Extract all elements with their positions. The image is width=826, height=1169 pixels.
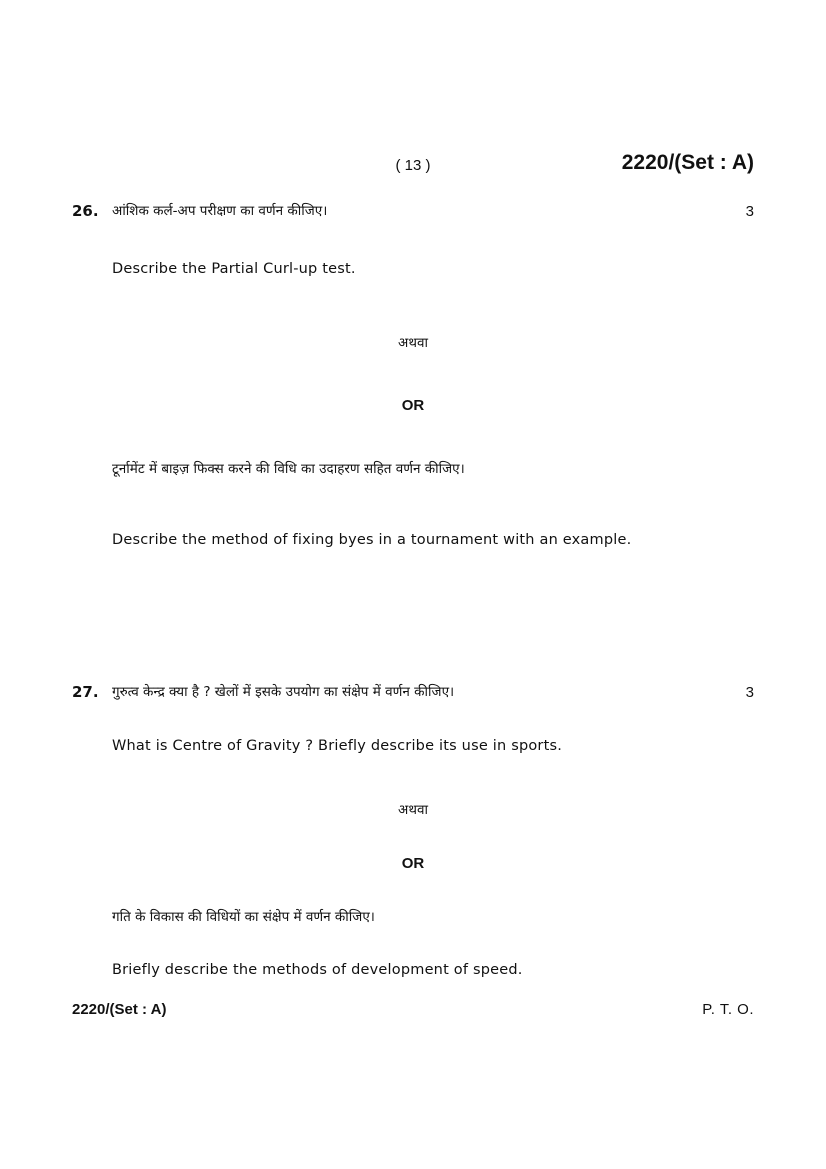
question-26-or-hindi: अथवा — [398, 335, 428, 351]
question-26-or-english: OR — [401, 397, 425, 414]
question-27-english: What is Centre of Gravity ? Briefly describe its use in sports. — [112, 738, 563, 754]
question-27-alt-hindi: गति के विकास की विधियों का संक्षेप में वर्णन कीजिए। — [112, 909, 375, 925]
question-26-alt-english: Describe the method of fixing byes in a tournament with an example. — [112, 532, 632, 548]
question-26-alt-hindi: टूर्नामेंट में बाइज़ फिक्स करने की विधि का उदाहरण सहित वर्णन कीजिए। — [112, 461, 465, 477]
question-27-number: 27. — [72, 683, 99, 701]
pto-label: P. T. O. — [702, 1001, 754, 1018]
page-number: ( 13 ) — [395, 157, 431, 174]
question-27-alt-english: Briefly describe the methods of development of speed. — [112, 962, 523, 978]
question-27-or-english: OR — [401, 855, 425, 872]
question-26-hindi: आंशिक कर्ल-अप परीक्षण का वर्णन कीजिए। — [112, 203, 328, 219]
question-26-marks: 3 — [745, 203, 754, 220]
paper-code-header: 2220/(Set : A) — [621, 151, 754, 174]
question-26-number: 26. — [72, 202, 99, 220]
paper-code-footer: 2220/(Set : A) — [72, 1001, 167, 1018]
question-27-marks: 3 — [745, 684, 754, 701]
question-27-hindi: गुरुत्व केन्द्र क्या है ? खेलों में इसके उपयोग का संक्षेप में वर्णन कीजिए। — [112, 684, 455, 700]
question-26-english: Describe the Partial Curl-up test. — [112, 261, 356, 277]
question-27-or-hindi: अथवा — [398, 802, 428, 818]
